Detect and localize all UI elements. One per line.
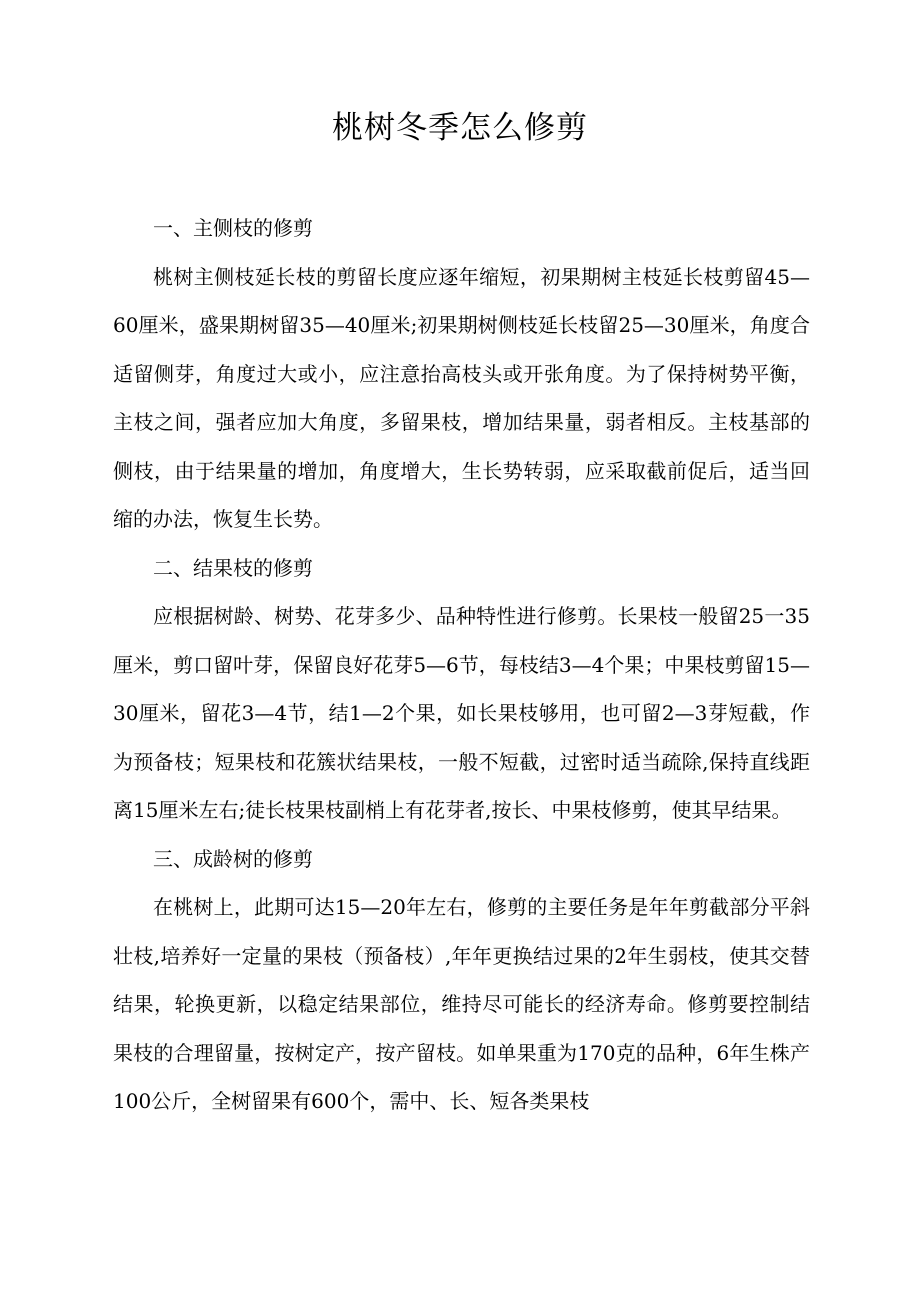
- document-title: 桃树冬季怎么修剪: [332, 110, 588, 146]
- section-paragraph-fruiting-branches: 应根据树龄、树势、花芽多少、品种特性进行修剪。长果枝一般留25一35厘米，剪口留叶芽，保留良好花芽5—6节，每枝结3—4个果；中果枝剪留15—30厘米，留花3—4节，结1—2个果，如长果枝够用，也可留2—3芽短截，作为预备枝；短果枝和花簇状结果枝，一般不短截，过密时适当疏除,保持直线距离15厘米左右;徒长枝果枝副梢上有花芽者,按长、中果枝修剪，使其早结果。: [113, 604, 810, 822]
- section-heading-main-lateral-branches: 一、主侧枝的修剪: [153, 216, 313, 240]
- section-paragraph-mature-trees: 在桃树上，此期可达15—20年左右，修剪的主要任务是年年剪截部分平斜壮枝,培养好一定量的果枝（预备枝）,年年更换结过果的2年生弱枝，使其交替结果，轮换更新，以稳定结果部位，维持尽可能长的经济寿命。修剪要控制结果枝的合理留量，按树定产，按产留枝。如单果重为170克的品种，6年生株产100公斤，全树留果有600个，需中、长、短各类果枝: [113, 895, 810, 1113]
- section-heading-fruiting-branches: 二、结果枝的修剪: [153, 555, 313, 580]
- section-paragraph-main-lateral-branches: 桃树主侧枝延长枝的剪留长度应逐年缩短，初果期树主枝延长枝剪留45—60厘米，盛果期树留35—40厘米;初果期树侧枝延长枝留25—30厘米，角度合适留侧芽，角度过大或小，应注意抬高枝头或开张角度。为了保持树势平衡，主枝之间，强者应加大角度，多留果枝，增加结果量，弱者相反。主枝基部的侧枝，由于结果量的增加，角度增大，生长势转弱，应采取截前促后，适当回缩的办法，恢复生长势。: [113, 264, 810, 531]
- document-body: [113, 204, 810, 1126]
- section-heading-mature-trees: 三、成龄树的修剪: [153, 846, 313, 871]
